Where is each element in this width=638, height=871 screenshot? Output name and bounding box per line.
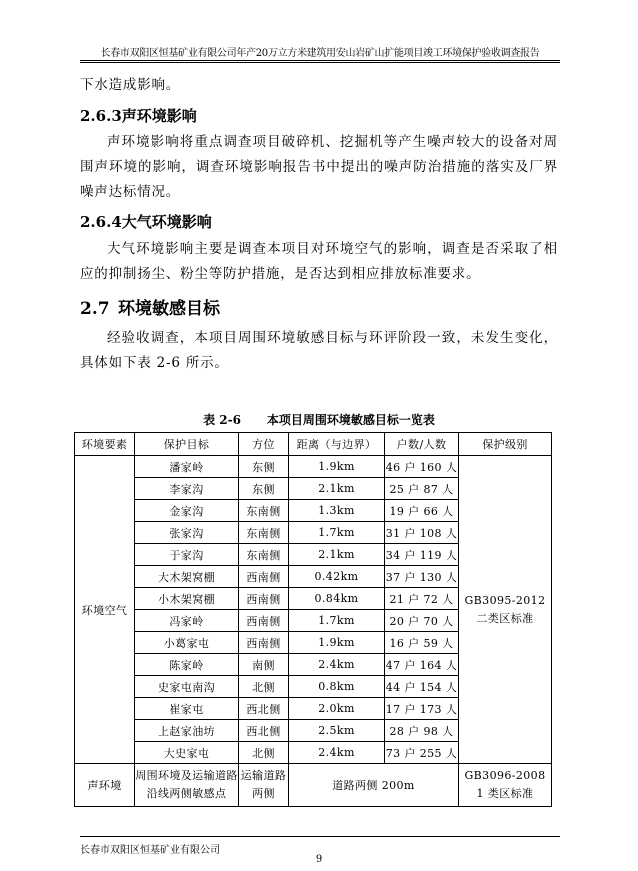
population-cell: 73 户 255 人 xyxy=(385,742,459,764)
target-cell: 潘家岭 xyxy=(135,456,239,478)
target-cell: 崔家屯 xyxy=(135,698,239,720)
target-cell: 陈家岭 xyxy=(135,654,239,676)
footer-rule xyxy=(80,836,560,837)
element-cell-noise: 声环境 xyxy=(75,764,135,807)
population-cell: 46 户 160 人 xyxy=(385,456,459,478)
direction-cell: 北侧 xyxy=(239,742,289,764)
population-cell: 47 户 164 人 xyxy=(385,654,459,676)
table-caption xyxy=(80,411,558,428)
section-text-2-7: 经验收调查，本项目周围环境敏感目标与环评阶段一致，未发生变化，具体如下表 2-6 所示。 xyxy=(80,330,558,371)
population-cell: 44 户 154 人 xyxy=(385,676,459,698)
distance-cell: 1.7km xyxy=(289,522,385,544)
target-cell: 小木架窝棚 xyxy=(135,588,239,610)
population-cell: 34 户 119 人 xyxy=(385,544,459,566)
population-cell: 19 户 66 人 xyxy=(385,500,459,522)
header-cell: 距离（与边界） xyxy=(289,433,385,456)
distance-cell: 2.4km xyxy=(289,654,385,676)
population-cell: 31 户 108 人 xyxy=(385,522,459,544)
header-rule-top xyxy=(80,60,560,61)
direction-cell: 东南侧 xyxy=(239,522,289,544)
target-cell: 金家沟 xyxy=(135,500,239,522)
population-cell: 25 户 87 人 xyxy=(385,478,459,500)
table-row-noise xyxy=(75,764,552,807)
direction-cell: 南侧 xyxy=(239,654,289,676)
target-cell: 大史家屯 xyxy=(135,742,239,764)
header-cell: 方位 xyxy=(239,433,289,456)
table-row xyxy=(75,456,552,478)
level-cell-noise: GB3096-2008 1 类区标准 xyxy=(459,764,552,807)
distance-cell: 0.42km xyxy=(289,566,385,588)
continuation-text: 下水造成影响。 xyxy=(80,77,181,93)
population-cell: 16 户 59 人 xyxy=(385,632,459,654)
table-header-row xyxy=(75,433,552,456)
direction-cell: 北侧 xyxy=(239,676,289,698)
distance-cell: 2.0km xyxy=(289,698,385,720)
distance-cell: 2.1km xyxy=(289,544,385,566)
direction-cell: 西南侧 xyxy=(239,566,289,588)
target-cell: 周围环境及运输道路沿线两侧敏感点 xyxy=(135,764,239,807)
element-cell-air: 环境空气 xyxy=(75,456,135,764)
population-cell: 21 户 72 人 xyxy=(385,588,459,610)
distance-cell: 1.9km xyxy=(289,632,385,654)
header-cell: 户数/人数 xyxy=(385,433,459,456)
sensitive-targets-table xyxy=(74,432,552,807)
target-cell: 张家沟 xyxy=(135,522,239,544)
level-cell-air: GB3095-2012 二类区标准 xyxy=(459,456,552,764)
table-caption-title: 本项目周围环境敏感目标一览表 xyxy=(266,413,435,427)
direction-cell: 东南侧 xyxy=(239,500,289,522)
header-cell: 保护级别 xyxy=(459,433,552,456)
target-cell: 小葛家屯 xyxy=(135,632,239,654)
running-header: 长春市双阳区恒基矿业有限公司年产20万立方米建筑用安山岩矿山扩能项目竣工环境保护验收调查报告 xyxy=(100,48,540,59)
direction-cell: 西北侧 xyxy=(239,720,289,742)
target-cell: 于家沟 xyxy=(135,544,239,566)
direction-cell: 东南侧 xyxy=(239,544,289,566)
distance-cell: 2.5km xyxy=(289,720,385,742)
distance-cell: 道路两侧 200m xyxy=(289,764,459,807)
target-cell: 史家屯南沟 xyxy=(135,676,239,698)
direction-cell: 西南侧 xyxy=(239,588,289,610)
target-cell: 李家沟 xyxy=(135,478,239,500)
population-cell: 20 户 70 人 xyxy=(385,610,459,632)
page-number: 9 xyxy=(315,854,323,865)
distance-cell: 1.3km xyxy=(289,500,385,522)
distance-cell: 0.84km xyxy=(289,588,385,610)
direction-cell: 西北侧 xyxy=(239,698,289,720)
distance-cell: 2.1km xyxy=(289,478,385,500)
population-cell: 17 户 173 人 xyxy=(385,698,459,720)
target-cell: 冯家岭 xyxy=(135,610,239,632)
section-text-2-6-3: 声环境影响将重点调查项目破碎机、挖掘机等产生噪声较大的设备对周围声环境的影响，调查环境影响报告书中提出的噪声防治措施的落实及厂界噪声达标情况。 xyxy=(80,134,558,200)
distance-cell: 1.7km xyxy=(289,610,385,632)
distance-cell: 0.8km xyxy=(289,676,385,698)
section-heading-2-7 xyxy=(80,294,220,319)
direction-cell: 西南侧 xyxy=(239,632,289,654)
population-cell: 28 户 98 人 xyxy=(385,720,459,742)
header-rule-bottom xyxy=(80,62,560,63)
header-cell: 环境要素 xyxy=(75,433,135,456)
section-number: 2.7 xyxy=(80,299,110,319)
section-title: 环境敏感目标 xyxy=(118,299,220,319)
distance-cell: 1.9km xyxy=(289,456,385,478)
table-caption-label: 表 2-6 xyxy=(203,413,241,427)
target-cell: 上赵家油坊 xyxy=(135,720,239,742)
target-cell: 大木架窝棚 xyxy=(135,566,239,588)
section-heading-2-6-3: 2.6.3声环境影响 xyxy=(80,107,197,125)
population-cell: 37 户 130 人 xyxy=(385,566,459,588)
direction-cell: 东侧 xyxy=(239,456,289,478)
direction-cell: 西南侧 xyxy=(239,610,289,632)
section-heading-2-6-4: 2.6.4大气环境影响 xyxy=(80,213,212,231)
direction-cell: 运输道路两侧 xyxy=(239,764,289,807)
footer-company: 长春市双阳区恒基矿业有限公司 xyxy=(80,845,220,856)
distance-cell: 2.4km xyxy=(289,742,385,764)
direction-cell: 东侧 xyxy=(239,478,289,500)
section-text-2-6-4: 大气环境影响主要是调查本项目对环境空气的影响，调查是否采取了相应的抑制扬尘、粉尘等防护措施，是否达到相应排放标准要求。 xyxy=(80,241,558,282)
header-cell: 保护目标 xyxy=(135,433,239,456)
